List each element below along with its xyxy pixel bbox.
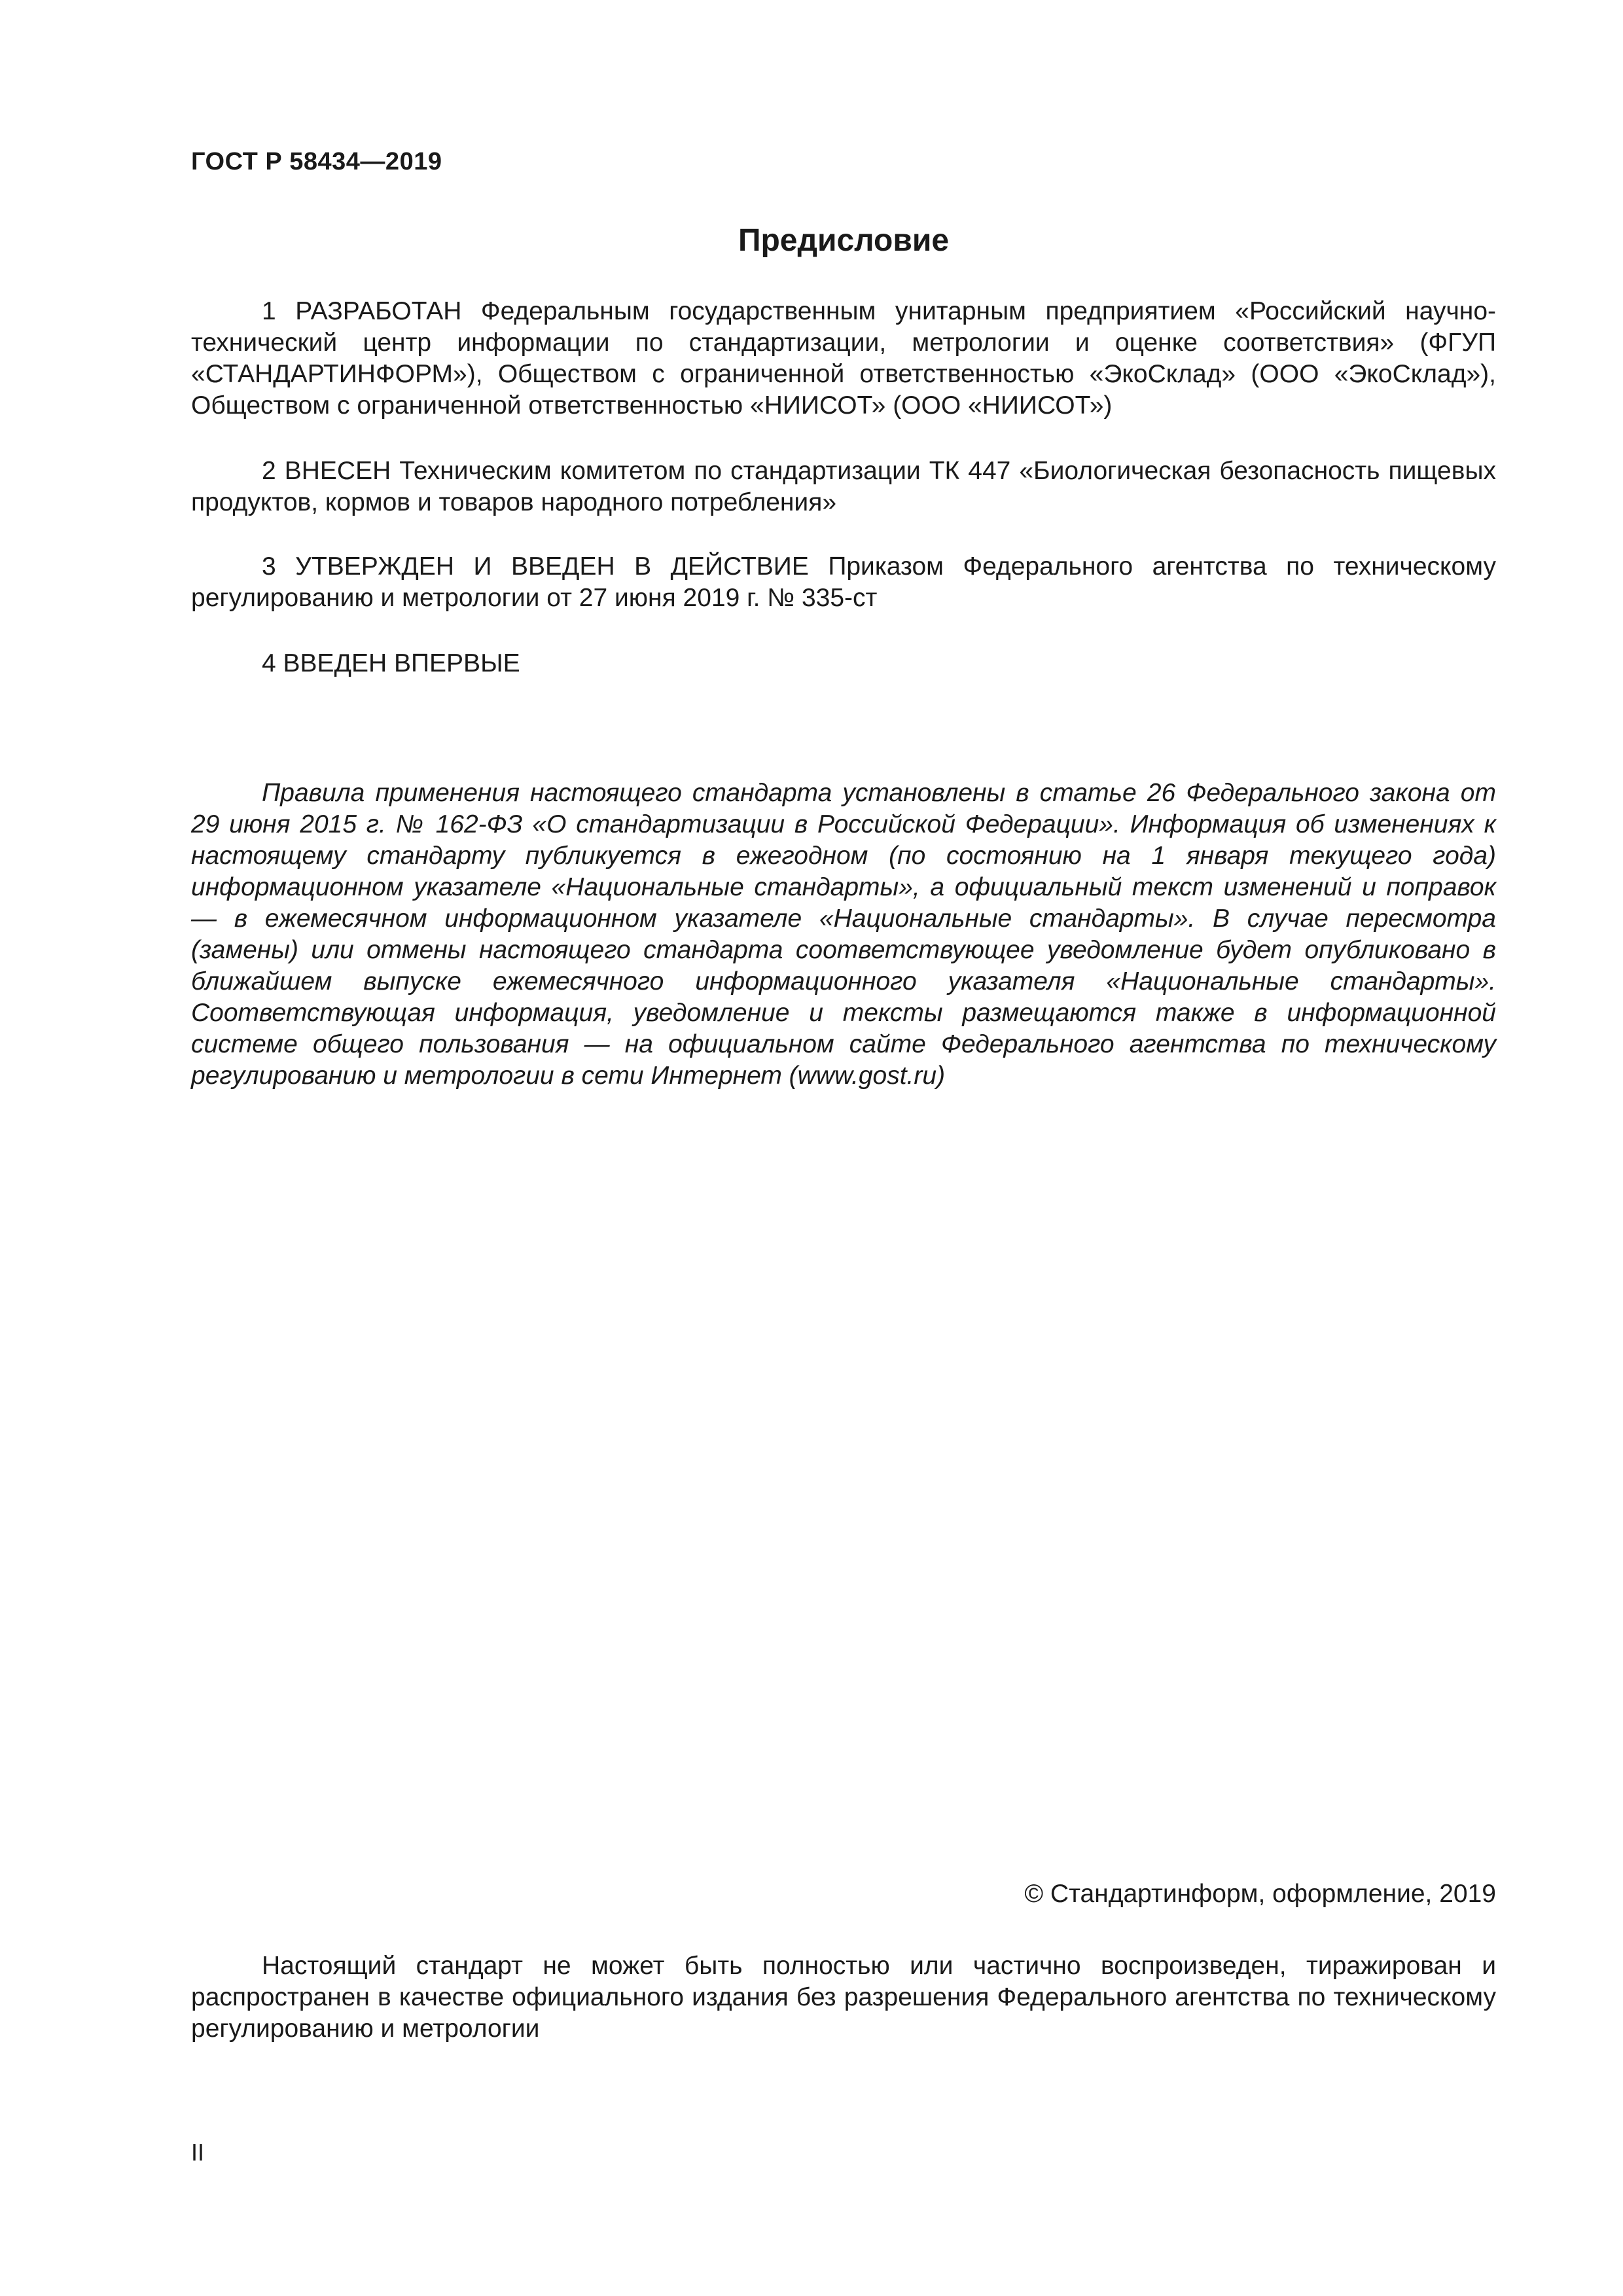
copyright-notice: © Стандартинформ, оформление, 2019 bbox=[1024, 1880, 1496, 1908]
foreword-item-2: 2 ВНЕСЕН Техническим комитетом по стандартизации ТК 447 «Биологическая безопасность пищевых продуктов, кормов и товаров народного потребления» bbox=[191, 457, 1496, 516]
page-number: II bbox=[191, 2139, 205, 2166]
foreword-item-4: 4 ВВЕДЕН ВПЕРВЫЕ bbox=[262, 649, 520, 677]
reproduction-restriction-notice: Настоящий стандарт не может быть полностью или частично воспроизведен, тиражирован и распространен в качестве официального издания без разрешения Федерального агентства по техническому регулированию и метрологии bbox=[191, 1952, 1496, 2043]
page-title: Предисловие bbox=[738, 223, 950, 258]
rules-of-application-notice: Правила применения настоящего стандарта установлены в статье 26 Федерального закона от 29 июня 2015 г. № 162-ФЗ «О стандартизации в Российской Федерации». Информация об изменениях к настоящему стандарту публикуется в ежегодном (по состоянию на 1 января текущего года) информационном указателе «Национальные стандарты», а официальный текст изменений и поправок — в ежемесячном информационном указателе «Национальные стандарты». В случае пересмотра (замены) или отмены настоящего стандарта соответствующее уведомление будет опубликовано в ближайшем выпуске ежемесячного информационного указателя «Национальные стандарты». Соответствующая информация, уведомление и тексты размещаются также в информационной системе общего пользования — на официальном сайте Федерального агентства по техническому регулированию и метрологии в сети Интернет (www.gost.ru) bbox=[191, 779, 1496, 1090]
foreword-item-3: 3 УТВЕРЖДЕН И ВВЕДЕН В ДЕЙСТВИЕ Приказом Федерального агентства по техническому регулированию и метрологии от 27 июня 2019 г. № 335-ст bbox=[191, 552, 1496, 612]
document-header-id: ГОСТ Р 58434—2019 bbox=[191, 148, 442, 175]
foreword-item-1: 1 РАЗРАБОТАН Федеральным государственным унитарным предприятием «Российский научно-технический центр информации по стандартизации, метрологии и оценке соответствия» (ФГУП «СТАНДАРТИНФОРМ»), Обществом с ограниченной ответственностью «ЭкоСклад» (ООО «ЭкоСклад»), Обществом с ограниченной ответственностью «НИИСОТ» (ООО «НИИСОТ») bbox=[191, 297, 1496, 420]
